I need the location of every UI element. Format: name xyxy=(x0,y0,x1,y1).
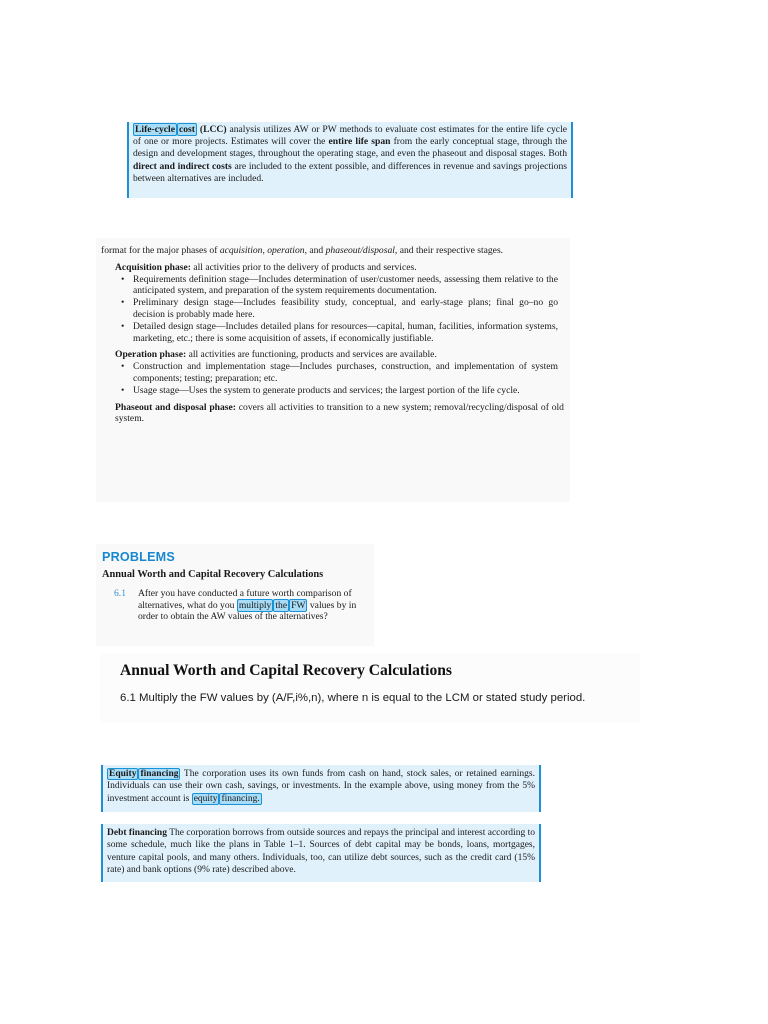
problem-number: 6.1 xyxy=(114,588,126,599)
lcc-text-3: are included to the extent possible, and differences in revenue and savings projections between alternatives are included. xyxy=(133,160,567,184)
highlight-financing-term[interactable]: financing xyxy=(140,769,179,779)
phases-intro-text-1: format for the major phases of xyxy=(101,245,220,256)
phaseout-phase-text: covers all activities to transition to a new system; removal/recycling/disposal of old system. xyxy=(115,401,564,425)
phases-intro-italic-1: acquisition, operation, xyxy=(219,245,307,256)
equity-text: The corporation uses its own funds from cash on hand, stock sales, or retained earnings. Individuals can use their own cash, savings, or investments. In the example above, using money from the 5% investment account is xyxy=(107,769,535,804)
list-item: • Detailed design stage—Includes detailed plans for resources—capital, human, facilities, information systems, marketing, etc.; there is some acquisition of assets, if economically justifiable. xyxy=(133,321,558,345)
operation-phase-heading xyxy=(101,349,564,361)
problem-clip xyxy=(96,544,374,646)
lcc-text-1: analysis utilizes AW or PW methods to evaluate cost estimates for the entire life cycle of one or more projects. Estimates will cover the xyxy=(133,124,567,148)
problem-text-1: After you have conducted a future worth comparison of alternatives, what do you xyxy=(138,588,352,611)
highlight-the[interactable]: the xyxy=(275,599,288,611)
lcc-bold-1: entire life span xyxy=(328,136,391,148)
highlight-life-cycle[interactable]: Life-cycle xyxy=(135,124,175,135)
phases-intro-text-2: and xyxy=(306,245,326,256)
phases-intro-text-3: , and their respective stages. xyxy=(394,245,504,256)
operation-phase-text: all activities are functioning, products and services are available. xyxy=(186,349,437,361)
list-item: • Requirements definition stage—Includes determination of user/customer needs, assessing them relative to the anticipated system, and preparation of the system requirements documentation. xyxy=(133,274,558,298)
highlight-cost[interactable]: cost xyxy=(178,124,195,135)
acquisition-stage-list xyxy=(101,274,564,345)
operation-phase-label: Operation phase: xyxy=(115,349,187,361)
lcc-text-2: from the early conceptual stage, through the design and development stages, throughout the operating stage, and even the phaseout and disposal stages. Both xyxy=(133,136,567,160)
acquisition-phase-text: all activities prior to the delivery of products and services. xyxy=(190,261,417,273)
problems-heading: PROBLEMS xyxy=(102,550,175,564)
lcc-abbrev: (LCC) xyxy=(199,124,227,135)
acquisition-phase-label: Acquisition phase: xyxy=(115,261,191,273)
problem-section-title: Annual Worth and Capital Recovery Calculations xyxy=(102,569,324,580)
acquisition-phase-heading xyxy=(101,262,564,274)
highlight-multiply[interactable]: multiply xyxy=(238,599,272,611)
highlight-financing[interactable]: financing. xyxy=(221,793,260,804)
highlight-equity[interactable]: equity xyxy=(193,793,218,804)
phaseout-phase-label: Phaseout and disposal phase: xyxy=(115,401,236,413)
debt-financing-term: Debt financing xyxy=(107,828,167,838)
list-item: • Construction and implementation stage—Includes purchases, construction, and implementation of system components; testing; preparation; etc. xyxy=(133,361,558,385)
solution-6-1: 6.1 Multiply the FW values by (A/F,i%,n), where n is equal to the LCM or stated study period. xyxy=(120,692,586,704)
phases-clip xyxy=(96,238,570,502)
debt-financing-clip xyxy=(101,824,541,882)
list-item: • Usage stage—Uses the system to generate products and services; the largest portion of the life cycle. xyxy=(133,385,558,397)
operation-stage-list xyxy=(101,361,564,396)
phases-intro-italic-2: phaseout/disposal xyxy=(325,245,395,256)
lcc-bold-2: direct and indirect costs xyxy=(133,160,232,172)
list-item: • Preliminary design stage—Includes feasibility study, conceptual, and early-stage plans; final go–no go decision is probably made here. xyxy=(133,297,558,321)
highlight-equity-term[interactable]: Equity xyxy=(109,769,137,779)
highlight-fw[interactable]: FW xyxy=(291,599,306,611)
debt-text: The corporation borrows from outside sources and repays the principal and interest according to some schedule, much like the plans in Table 1–1. Sources of debt capital may be bonds, loans, mortgages, venture capital pools, and many others. Individuals, too, can utilize debt sources, such as the credit card (15% rate) and bank options (9% rate) described above. xyxy=(107,828,535,876)
solution-heading: Annual Worth and Capital Recovery Calculations xyxy=(120,662,452,679)
phases-intro xyxy=(101,245,564,257)
problem-text-2: values by in order to obtain the AW values of the alternatives? xyxy=(138,599,357,623)
solution-clip xyxy=(100,654,640,722)
lcc-definition-clip xyxy=(127,122,573,198)
problem-6-1 xyxy=(102,588,366,623)
phaseout-phase-heading xyxy=(101,402,564,426)
equity-financing-clip xyxy=(101,765,541,812)
